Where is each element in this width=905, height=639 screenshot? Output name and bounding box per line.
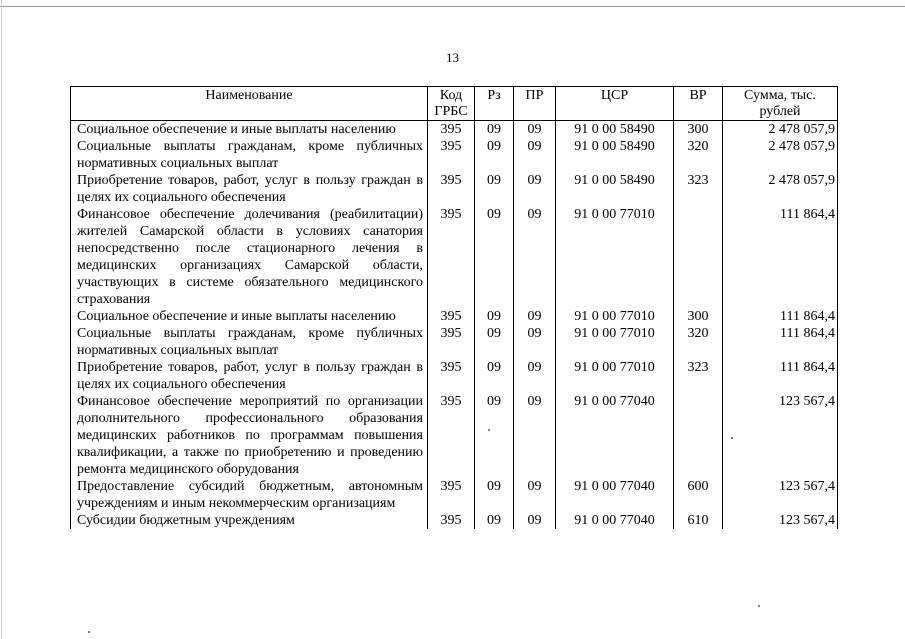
cell-sum: 111 864,4 xyxy=(723,325,838,359)
cell-grbs: 395 xyxy=(428,512,475,529)
cell-csr: 91 0 00 58490 xyxy=(556,121,674,139)
header-pr: ПР xyxy=(514,87,556,121)
cell-pr: 09 xyxy=(514,206,556,308)
cell-csr: 91 0 00 77040 xyxy=(556,393,674,478)
cell-csr: 91 0 00 77040 xyxy=(556,478,674,512)
cell-sum: 123 567,4 xyxy=(723,393,838,478)
budget-table xyxy=(70,86,838,529)
cell-pr: 09 xyxy=(514,512,556,529)
table-row xyxy=(71,206,838,308)
header-rz: Рз xyxy=(475,87,514,121)
table-row xyxy=(71,308,838,325)
table-row xyxy=(71,325,838,359)
cell-pr: 09 xyxy=(514,393,556,478)
cell-name: Социальные выплаты гражданам, кроме публичных нормативных социальных выплат xyxy=(71,325,428,359)
cell-rz: 09 xyxy=(475,325,514,359)
cell-grbs: 395 xyxy=(428,172,475,206)
cell-vr: 600 xyxy=(674,478,723,512)
cell-csr: 91 0 00 58490 xyxy=(556,138,674,172)
cell-name: Социальное обеспечение и иные выплаты населению xyxy=(71,121,428,139)
cell-vr xyxy=(674,393,723,478)
page-number: 13 xyxy=(446,50,459,65)
cell-sum: 2 478 057,9 xyxy=(723,121,838,139)
cell-pr: 09 xyxy=(514,308,556,325)
scan-speck xyxy=(731,437,733,439)
cell-sum: 123 567,4 xyxy=(723,478,838,512)
scan-speck xyxy=(488,429,490,431)
cell-name: Предоставление субсидий бюджетным, автономным учреждениям и иным некоммерческим организациям xyxy=(71,478,428,512)
cell-csr: 91 0 00 77010 xyxy=(556,206,674,308)
cell-name: Приобретение товаров, работ, услуг в пользу граждан в целях их социального обеспечения xyxy=(71,359,428,393)
cell-rz: 09 xyxy=(475,121,514,139)
header-name: Наименование xyxy=(71,87,428,121)
cell-rz: 09 xyxy=(475,512,514,529)
cell-rz: 09 xyxy=(475,308,514,325)
scan-speck xyxy=(758,605,760,607)
cell-pr: 09 xyxy=(514,359,556,393)
cell-pr: 09 xyxy=(514,138,556,172)
cell-vr: 323 xyxy=(674,172,723,206)
cell-grbs: 395 xyxy=(428,359,475,393)
cell-pr: 09 xyxy=(514,478,556,512)
cell-pr: 09 xyxy=(514,121,556,139)
cell-vr xyxy=(674,206,723,308)
cell-grbs: 395 xyxy=(428,478,475,512)
header-sum: Сумма, тыс. рублей xyxy=(723,87,838,121)
cell-name: Социальное обеспечение и иные выплаты населению xyxy=(71,308,428,325)
cell-pr: 09 xyxy=(514,172,556,206)
cell-vr: 610 xyxy=(674,512,723,529)
cell-rz: 09 xyxy=(475,359,514,393)
cell-vr: 300 xyxy=(674,121,723,139)
cell-rz: 09 xyxy=(475,172,514,206)
cell-rz: 09 xyxy=(475,393,514,478)
table-row xyxy=(71,121,838,139)
cell-grbs: 395 xyxy=(428,138,475,172)
cell-csr: 91 0 00 58490 xyxy=(556,172,674,206)
cell-sum: 2 478 057,9 xyxy=(723,172,838,206)
cell-pr: 09 xyxy=(514,325,556,359)
table-row xyxy=(71,138,838,172)
cell-sum: 2 478 057,9 xyxy=(723,138,838,172)
cell-grbs: 395 xyxy=(428,206,475,308)
header-grbs: Код ГРБС xyxy=(428,87,475,121)
cell-vr: 320 xyxy=(674,325,723,359)
cell-csr: 91 0 00 77010 xyxy=(556,325,674,359)
table-row xyxy=(71,359,838,393)
cell-rz: 09 xyxy=(475,478,514,512)
header-csr: ЦСР xyxy=(556,87,674,121)
table-row xyxy=(71,393,838,478)
scan-left-edge xyxy=(1,0,2,639)
cell-grbs: 395 xyxy=(428,121,475,139)
cell-rz: 09 xyxy=(475,138,514,172)
cell-grbs: 395 xyxy=(428,308,475,325)
cell-rz: 09 xyxy=(475,206,514,308)
table-row xyxy=(71,512,838,529)
cell-csr: 91 0 00 77010 xyxy=(556,359,674,393)
cell-grbs: 395 xyxy=(428,325,475,359)
cell-sum: 111 864,4 xyxy=(723,308,838,325)
table-header-row xyxy=(71,87,838,121)
scan-top-edge xyxy=(0,6,905,7)
cell-name: Субсидии бюджетным учреждениям xyxy=(71,512,428,529)
cell-sum: 123 567,4 xyxy=(723,512,838,529)
cell-sum: 111 864,4 xyxy=(723,359,838,393)
cell-name: Финансовое обеспечение мероприятий по организации дополнительного профессионального образования медицинских работников по программам повышения квалификации, а также по приобретению и проведению ремонта медицинского оборудования xyxy=(71,393,428,478)
cell-vr: 300 xyxy=(674,308,723,325)
cell-sum: 111 864,4 xyxy=(723,206,838,308)
table-row xyxy=(71,172,838,206)
cell-grbs: 395 xyxy=(428,393,475,478)
cell-name: Социальные выплаты гражданам, кроме публичных нормативных социальных выплат xyxy=(71,138,428,172)
cell-vr: 320 xyxy=(674,138,723,172)
cell-name: Приобретение товаров, работ, услуг в пользу граждан в целях их социального обеспечения xyxy=(71,172,428,206)
cell-vr: 323 xyxy=(674,359,723,393)
scan-speck xyxy=(88,631,90,633)
cell-csr: 91 0 00 77010 xyxy=(556,308,674,325)
table-row xyxy=(71,478,838,512)
cell-csr: 91 0 00 77040 xyxy=(556,512,674,529)
header-vr: ВР xyxy=(674,87,723,121)
cell-name: Финансовое обеспечение долечивания (реабилитации) жителей Самарской области в условиях санатория непосредственно после стационарного лечения в медицинских организациях Самарской области, участвующих в системе обязательного медицинского страхования xyxy=(71,206,428,308)
